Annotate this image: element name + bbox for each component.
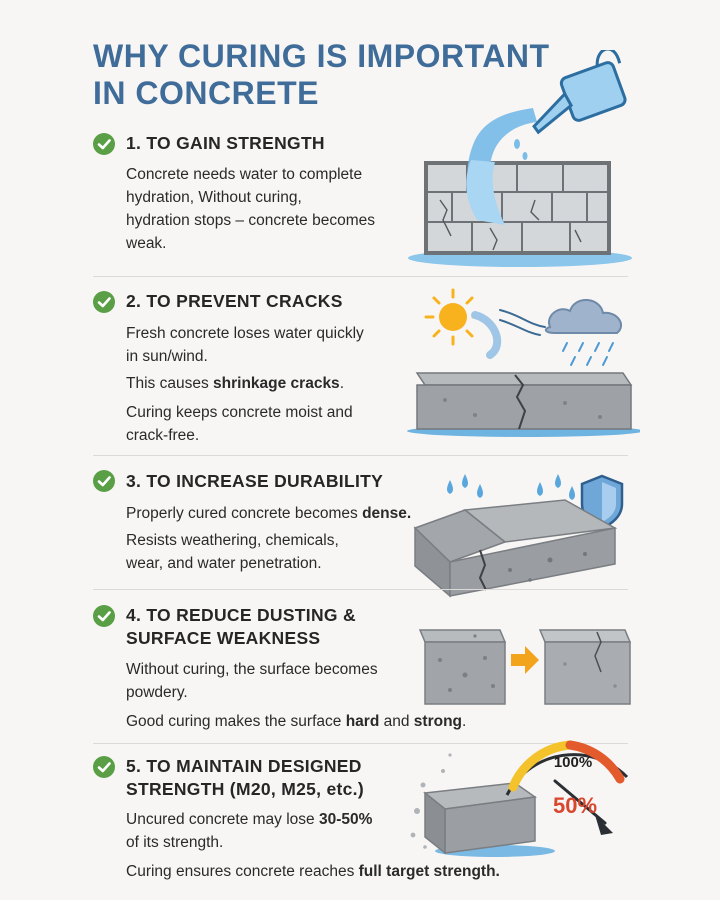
body-line: Without curing, the surface becomes [126, 661, 378, 678]
section-2-heading [126, 290, 343, 313]
section-1-heading-line: 1. TO GAIN STRENGTH [126, 133, 325, 153]
section-5-heading-line: 5. TO MAINTAIN DESIGNED [126, 756, 362, 776]
section-2-heading-line: 2. TO PREVENT CRACKS [126, 291, 343, 311]
body-line: Properly cured concrete becomes dense. [126, 505, 412, 522]
body-line: powdery. [126, 684, 188, 701]
section-5-heading-line: STRENGTH (M20, M25, etc.) [126, 779, 364, 799]
section-4-heading-line: SURFACE WEAKNESS [126, 628, 321, 648]
body-line: Good curing makes the surface hard and strong. [126, 713, 467, 730]
check-icon [93, 133, 115, 155]
check-icon [93, 291, 115, 313]
section-3-heading [126, 470, 383, 493]
body-line: weak. [126, 235, 167, 252]
divider [93, 276, 628, 277]
strength-gauge-illustration [405, 715, 645, 865]
body-line: Curing ensures concrete reaches full target strength. [126, 863, 500, 880]
body-line: crack-free. [126, 427, 200, 444]
page-title-line-2: IN CONCRETE [93, 75, 319, 111]
body-line: Fresh concrete loses water quickly [126, 325, 364, 342]
body-line: hydration stops – concrete becomes [126, 212, 375, 229]
watering-can-brick-wall-illustration [405, 50, 635, 270]
body-line: wear, and water penetration. [126, 555, 322, 572]
body-line: Curing keeps concrete moist and [126, 404, 353, 421]
body-line: Concrete needs water to complete [126, 166, 363, 183]
body-line: Resists weathering, chemicals, [126, 532, 339, 549]
section-3-heading-line: 3. TO INCREASE DURABILITY [126, 471, 384, 491]
section-5-heading [126, 755, 364, 801]
body-line: This causes shrinkage cracks. [126, 375, 344, 392]
check-icon [93, 605, 115, 627]
divider [93, 455, 628, 456]
sun-wind-cracked-slab-illustration [405, 285, 640, 440]
section-4-heading-line: 4. TO REDUCE DUSTING & [126, 605, 356, 625]
section-4-heading [126, 604, 356, 650]
gauge-half-label: 50% [552, 793, 598, 818]
gauge-full-label: 100% [553, 754, 593, 771]
body-line: Uncured concrete may lose 30-50% [126, 811, 373, 828]
page-title-line-1: WHY CURING IS IMPORTANT [93, 38, 550, 74]
section-3-body [126, 502, 411, 575]
check-icon [93, 756, 115, 778]
body-line: of its strength. [126, 834, 224, 851]
section-1-body [126, 163, 375, 255]
section-2-body [126, 322, 364, 447]
divider [93, 589, 628, 590]
section-1-heading [126, 132, 325, 155]
body-line: hydration, Without curing, [126, 189, 302, 206]
body-line: in sun/wind. [126, 348, 208, 365]
dusty-vs-hard-slab-illustration [415, 620, 635, 710]
durable-block-shield-illustration [410, 470, 635, 600]
check-icon [93, 470, 115, 492]
